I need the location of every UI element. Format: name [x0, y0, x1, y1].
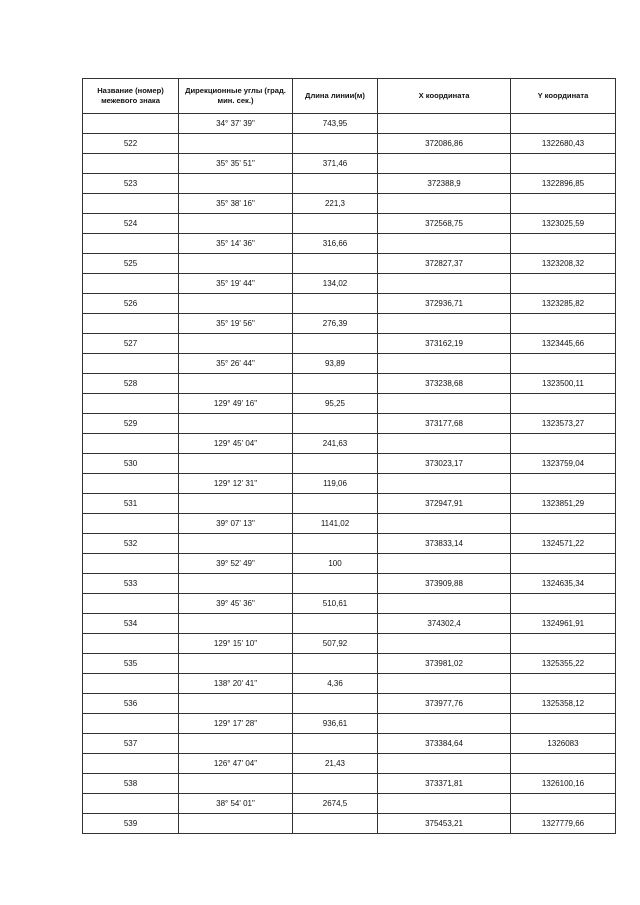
line-length-cell: 93,89 — [293, 354, 378, 374]
table-row — [83, 394, 616, 414]
line-length-cell — [293, 334, 378, 354]
x-coordinate-cell — [378, 634, 511, 654]
y-coordinate-cell — [511, 554, 616, 574]
x-coordinate-cell — [378, 474, 511, 494]
y-coordinate-cell — [511, 634, 616, 654]
marker-name-cell — [83, 314, 179, 334]
table-header-row — [83, 79, 616, 114]
table-row — [83, 254, 616, 274]
x-coordinate-cell: 372936,71 — [378, 294, 511, 314]
header-bearing-angle: Дирекционные углы (град. мин. сек.) — [179, 79, 293, 114]
line-length-cell: 100 — [293, 554, 378, 574]
marker-name-cell: 524 — [83, 214, 179, 234]
marker-name-cell: 522 — [83, 134, 179, 154]
table-row — [83, 574, 616, 594]
x-coordinate-cell: 373909,88 — [378, 574, 511, 594]
marker-name-cell — [83, 434, 179, 454]
table-row — [83, 154, 616, 174]
table-row — [83, 414, 616, 434]
bearing-angle-cell — [179, 374, 293, 394]
bearing-angle-cell: 35° 35' 51" — [179, 154, 293, 174]
table-row — [83, 474, 616, 494]
marker-name-cell — [83, 114, 179, 134]
table-row — [83, 754, 616, 774]
x-coordinate-cell — [378, 394, 511, 414]
y-coordinate-cell: 1323445,66 — [511, 334, 616, 354]
marker-name-cell — [83, 354, 179, 374]
table-row — [83, 494, 616, 514]
bearing-angle-cell — [179, 814, 293, 834]
table-row — [83, 334, 616, 354]
table-row — [83, 634, 616, 654]
marker-name-cell — [83, 794, 179, 814]
line-length-cell: 95,25 — [293, 394, 378, 414]
table-row — [83, 734, 616, 754]
x-coordinate-cell — [378, 274, 511, 294]
marker-name-cell: 526 — [83, 294, 179, 314]
x-coordinate-cell — [378, 314, 511, 334]
x-coordinate-cell — [378, 674, 511, 694]
x-coordinate-cell: 373981,02 — [378, 654, 511, 674]
bearing-angle-cell: 35° 26' 44" — [179, 354, 293, 374]
marker-name-cell: 530 — [83, 454, 179, 474]
table-row — [83, 714, 616, 734]
marker-name-cell — [83, 594, 179, 614]
marker-name-cell — [83, 154, 179, 174]
marker-name-cell: 538 — [83, 774, 179, 794]
y-coordinate-cell — [511, 354, 616, 374]
table-row — [83, 554, 616, 574]
x-coordinate-cell — [378, 754, 511, 774]
bearing-angle-cell — [179, 614, 293, 634]
y-coordinate-cell: 1323208,32 — [511, 254, 616, 274]
header-x-coordinate: X координата — [378, 79, 511, 114]
line-length-cell: 241,63 — [293, 434, 378, 454]
y-coordinate-cell — [511, 714, 616, 734]
bearing-angle-cell: 39° 07' 13" — [179, 514, 293, 534]
table-row — [83, 594, 616, 614]
bearing-angle-cell: 35° 19' 56" — [179, 314, 293, 334]
line-length-cell: 21,43 — [293, 754, 378, 774]
y-coordinate-cell: 1324571,22 — [511, 534, 616, 554]
table-row — [83, 374, 616, 394]
line-length-cell — [293, 774, 378, 794]
bearing-angle-cell: 34° 37' 39" — [179, 114, 293, 134]
marker-name-cell: 536 — [83, 694, 179, 714]
bearing-angle-cell — [179, 734, 293, 754]
x-coordinate-cell — [378, 794, 511, 814]
line-length-cell: 1141,02 — [293, 514, 378, 534]
y-coordinate-cell — [511, 474, 616, 494]
table-row — [83, 314, 616, 334]
marker-name-cell: 535 — [83, 654, 179, 674]
x-coordinate-cell — [378, 514, 511, 534]
marker-name-cell — [83, 234, 179, 254]
y-coordinate-cell: 1325355,22 — [511, 654, 616, 674]
bearing-angle-cell: 35° 19' 44" — [179, 274, 293, 294]
y-coordinate-cell: 1322896,85 — [511, 174, 616, 194]
y-coordinate-cell: 1326100,16 — [511, 774, 616, 794]
table-row — [83, 814, 616, 834]
y-coordinate-cell — [511, 674, 616, 694]
header-y-coordinate: Y координата — [511, 79, 616, 114]
x-coordinate-cell — [378, 114, 511, 134]
table-row — [83, 214, 616, 234]
x-coordinate-cell: 373833,14 — [378, 534, 511, 554]
y-coordinate-cell — [511, 114, 616, 134]
marker-name-cell — [83, 634, 179, 654]
marker-name-cell — [83, 474, 179, 494]
bearing-angle-cell — [179, 174, 293, 194]
line-length-cell — [293, 614, 378, 634]
x-coordinate-cell: 373162,19 — [378, 334, 511, 354]
bearing-angle-cell — [179, 454, 293, 474]
table-row — [83, 274, 616, 294]
line-length-cell: 276,39 — [293, 314, 378, 334]
table-row — [83, 514, 616, 534]
table-row — [83, 194, 616, 214]
x-coordinate-cell: 372947,91 — [378, 494, 511, 514]
table-row — [83, 354, 616, 374]
x-coordinate-cell: 373977,76 — [378, 694, 511, 714]
line-length-cell — [293, 734, 378, 754]
marker-name-cell — [83, 394, 179, 414]
marker-name-cell — [83, 274, 179, 294]
bearing-angle-cell — [179, 774, 293, 794]
bearing-angle-cell — [179, 654, 293, 674]
x-coordinate-cell — [378, 194, 511, 214]
marker-name-cell: 525 — [83, 254, 179, 274]
line-length-cell: 371,46 — [293, 154, 378, 174]
marker-name-cell: 533 — [83, 574, 179, 594]
marker-name-cell: 532 — [83, 534, 179, 554]
bearing-angle-cell — [179, 214, 293, 234]
y-coordinate-cell — [511, 394, 616, 414]
line-length-cell: 119,06 — [293, 474, 378, 494]
bearing-angle-cell: 138° 20' 41" — [179, 674, 293, 694]
x-coordinate-cell: 373384,64 — [378, 734, 511, 754]
bearing-angle-cell — [179, 494, 293, 514]
x-coordinate-cell — [378, 354, 511, 374]
header-line-length: Длина линии(м) — [293, 79, 378, 114]
table-row — [83, 794, 616, 814]
coordinates-table — [82, 78, 616, 834]
line-length-cell — [293, 694, 378, 714]
x-coordinate-cell: 373371,81 — [378, 774, 511, 794]
y-coordinate-cell — [511, 234, 616, 254]
y-coordinate-cell — [511, 514, 616, 534]
table-row — [83, 694, 616, 714]
y-coordinate-cell — [511, 754, 616, 774]
line-length-cell — [293, 294, 378, 314]
y-coordinate-cell — [511, 794, 616, 814]
line-length-cell: 743,95 — [293, 114, 378, 134]
marker-name-cell: 537 — [83, 734, 179, 754]
bearing-angle-cell: 35° 38' 16" — [179, 194, 293, 214]
table-row — [83, 434, 616, 454]
bearing-angle-cell: 129° 45' 04" — [179, 434, 293, 454]
x-coordinate-cell: 374302,4 — [378, 614, 511, 634]
x-coordinate-cell — [378, 714, 511, 734]
y-coordinate-cell: 1323759,04 — [511, 454, 616, 474]
y-coordinate-cell: 1323573,27 — [511, 414, 616, 434]
y-coordinate-cell — [511, 594, 616, 614]
line-length-cell — [293, 454, 378, 474]
line-length-cell — [293, 214, 378, 234]
line-length-cell: 510,61 — [293, 594, 378, 614]
y-coordinate-cell — [511, 314, 616, 334]
bearing-angle-cell — [179, 694, 293, 714]
y-coordinate-cell: 1324961,91 — [511, 614, 616, 634]
table-row — [83, 654, 616, 674]
line-length-cell — [293, 814, 378, 834]
table-row — [83, 134, 616, 154]
bearing-angle-cell: 39° 45' 36" — [179, 594, 293, 614]
bearing-angle-cell: 35° 14' 36" — [179, 234, 293, 254]
table-row — [83, 114, 616, 134]
bearing-angle-cell — [179, 534, 293, 554]
y-coordinate-cell: 1323500,11 — [511, 374, 616, 394]
marker-name-cell — [83, 554, 179, 574]
line-length-cell — [293, 494, 378, 514]
line-length-cell: 134,02 — [293, 274, 378, 294]
x-coordinate-cell: 375453,21 — [378, 814, 511, 834]
line-length-cell — [293, 574, 378, 594]
marker-name-cell: 523 — [83, 174, 179, 194]
table-row — [83, 674, 616, 694]
y-coordinate-cell — [511, 434, 616, 454]
x-coordinate-cell — [378, 434, 511, 454]
line-length-cell: 4,36 — [293, 674, 378, 694]
table-row — [83, 614, 616, 634]
marker-name-cell: 539 — [83, 814, 179, 834]
line-length-cell: 936,61 — [293, 714, 378, 734]
marker-name-cell — [83, 194, 179, 214]
bearing-angle-cell: 129° 12' 31" — [179, 474, 293, 494]
y-coordinate-cell — [511, 194, 616, 214]
table-row — [83, 294, 616, 314]
marker-name-cell: 528 — [83, 374, 179, 394]
line-length-cell: 221,3 — [293, 194, 378, 214]
x-coordinate-cell — [378, 154, 511, 174]
x-coordinate-cell: 373023,17 — [378, 454, 511, 474]
line-length-cell — [293, 654, 378, 674]
table-row — [83, 774, 616, 794]
y-coordinate-cell: 1322680,43 — [511, 134, 616, 154]
line-length-cell: 316,66 — [293, 234, 378, 254]
table-row — [83, 454, 616, 474]
marker-name-cell: 531 — [83, 494, 179, 514]
marker-name-cell — [83, 714, 179, 734]
x-coordinate-cell: 373177,68 — [378, 414, 511, 434]
bearing-angle-cell — [179, 414, 293, 434]
x-coordinate-cell: 372086,86 — [378, 134, 511, 154]
line-length-cell: 2674,5 — [293, 794, 378, 814]
line-length-cell: 507,92 — [293, 634, 378, 654]
line-length-cell — [293, 414, 378, 434]
y-coordinate-cell: 1325358,12 — [511, 694, 616, 714]
x-coordinate-cell — [378, 594, 511, 614]
line-length-cell — [293, 534, 378, 554]
y-coordinate-cell: 1323285,82 — [511, 294, 616, 314]
table-row — [83, 534, 616, 554]
marker-name-cell — [83, 674, 179, 694]
bearing-angle-cell: 39° 52' 49" — [179, 554, 293, 574]
y-coordinate-cell: 1326083 — [511, 734, 616, 754]
y-coordinate-cell: 1324635,34 — [511, 574, 616, 594]
marker-name-cell — [83, 514, 179, 534]
bearing-angle-cell: 129° 15' 10" — [179, 634, 293, 654]
x-coordinate-cell: 373238,68 — [378, 374, 511, 394]
x-coordinate-cell: 372388,9 — [378, 174, 511, 194]
bearing-angle-cell — [179, 294, 293, 314]
y-coordinate-cell: 1323851,29 — [511, 494, 616, 514]
table-body — [83, 114, 616, 834]
bearing-angle-cell: 129° 49' 16" — [179, 394, 293, 414]
bearing-angle-cell — [179, 254, 293, 274]
y-coordinate-cell — [511, 154, 616, 174]
line-length-cell — [293, 134, 378, 154]
bearing-angle-cell: 126° 47' 04" — [179, 754, 293, 774]
y-coordinate-cell: 1323025,59 — [511, 214, 616, 234]
x-coordinate-cell — [378, 554, 511, 574]
table-row — [83, 234, 616, 254]
line-length-cell — [293, 374, 378, 394]
boundary-coordinates-document — [82, 78, 616, 834]
marker-name-cell: 534 — [83, 614, 179, 634]
marker-name-cell: 529 — [83, 414, 179, 434]
bearing-angle-cell: 38° 54' 01" — [179, 794, 293, 814]
x-coordinate-cell: 372568,75 — [378, 214, 511, 234]
table-row — [83, 174, 616, 194]
bearing-angle-cell: 129° 17' 28" — [179, 714, 293, 734]
bearing-angle-cell — [179, 134, 293, 154]
x-coordinate-cell — [378, 234, 511, 254]
x-coordinate-cell: 372827,37 — [378, 254, 511, 274]
bearing-angle-cell — [179, 334, 293, 354]
header-marker-name: Название (номер) межевого знака — [83, 79, 179, 114]
marker-name-cell — [83, 754, 179, 774]
y-coordinate-cell: 1327779,66 — [511, 814, 616, 834]
line-length-cell — [293, 254, 378, 274]
marker-name-cell: 527 — [83, 334, 179, 354]
bearing-angle-cell — [179, 574, 293, 594]
y-coordinate-cell — [511, 274, 616, 294]
line-length-cell — [293, 174, 378, 194]
